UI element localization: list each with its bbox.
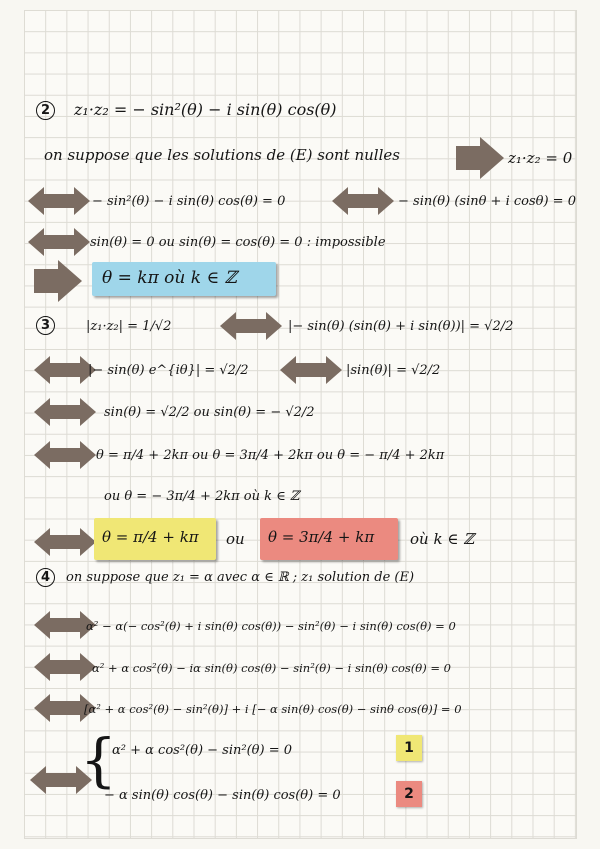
eq-product: z₁·z₂ = − sin²(θ) − i sin(θ) cos(θ) — [74, 100, 337, 119]
system-eq-2: − α sin(θ) cos(θ) − sin(θ) cos(θ) = 0 — [104, 788, 341, 803]
eq-alpha-3: [α² + α cos²(θ) − sin²(θ)] + i [− α sin(θ) cos(θ) − sinθ cos(θ)] = 0 — [84, 702, 462, 716]
eq-alpha-1: α² − α(− cos²(θ) + i sin(θ) cos(θ)) − sin²(θ) − i sin(θ) cos(θ) = 0 — [86, 619, 456, 633]
equivalence-arrow-icon — [28, 187, 92, 217]
equation-tag-1: 1 — [396, 735, 422, 761]
k-in-z-text: où k ∈ ℤ — [410, 530, 475, 548]
equivalence-arrow-icon — [34, 528, 98, 558]
implies-arrow-icon — [456, 137, 508, 181]
hypothesis-text: on suppose que les solutions de (E) sont nulles — [44, 146, 400, 164]
eq-step-2: sin(θ) = 0 ou sin(θ) = cos(θ) = 0 : impossible — [90, 235, 386, 250]
equivalence-arrow-icon — [332, 187, 396, 217]
eq-modulus-expanded: |− sin(θ) (sin(θ) + i sin(θ))| = √2/2 — [288, 319, 514, 334]
eq-modulus-exp: |− sin(θ) e^{iθ}| = √2/2 — [88, 363, 249, 378]
eq-sin-values: sin(θ) = √2/2 ou sin(θ) = − √2/2 — [104, 405, 315, 420]
section-marker-2: 2 — [36, 101, 55, 120]
equation-tag-2: 2 — [396, 781, 422, 807]
implies-arrow-icon — [34, 260, 86, 304]
system-brace: { — [80, 726, 117, 794]
equivalence-arrow-icon — [220, 312, 284, 342]
eq-product-zero: z₁·z₂ = 0 — [508, 149, 573, 167]
eq-step-1: − sin²(θ) − i sin(θ) cos(θ) = 0 — [92, 194, 286, 209]
eq-abs-sin: |sin(θ)| = √2/2 — [346, 363, 441, 378]
section-marker-4: 4 — [36, 568, 55, 587]
or-text: ou — [226, 530, 245, 548]
eq-theta-solutions-cont: ou θ = − 3π/4 + 2kπ où k ∈ ℤ — [104, 489, 300, 504]
result-theta-kpi: θ = kπ où k ∈ ℤ — [102, 268, 237, 288]
hypothesis-alpha: on suppose que z₁ = α avec α ∈ ℝ ; z₁ solution de (E) — [66, 570, 415, 585]
system-eq-1: α² + α cos²(θ) − sin²(θ) = 0 — [112, 743, 292, 758]
equivalence-arrow-icon — [34, 398, 98, 428]
eq-step-1-factored: − sin(θ) (sinθ + i cosθ) = 0 — [398, 194, 576, 209]
equivalence-arrow-icon — [280, 356, 344, 386]
equivalence-arrow-icon — [34, 653, 98, 683]
result-theta-3pi-4: θ = 3π/4 + kπ — [268, 528, 375, 546]
section-marker-3: 3 — [36, 316, 55, 335]
equivalence-arrow-icon — [28, 228, 92, 258]
eq-theta-solutions: θ = π/4 + 2kπ ou θ = 3π/4 + 2kπ ou θ = − π/4 + 2kπ — [96, 448, 445, 463]
result-theta-pi-4: θ = π/4 + kπ — [102, 528, 199, 546]
eq-alpha-2: α² + α cos²(θ) − iα sin(θ) cos(θ) − sin²(θ) − i sin(θ) cos(θ) = 0 — [92, 661, 451, 675]
eq-modulus: |z₁·z₂| = 1/√2 — [86, 319, 172, 334]
equivalence-arrow-icon — [34, 441, 98, 471]
